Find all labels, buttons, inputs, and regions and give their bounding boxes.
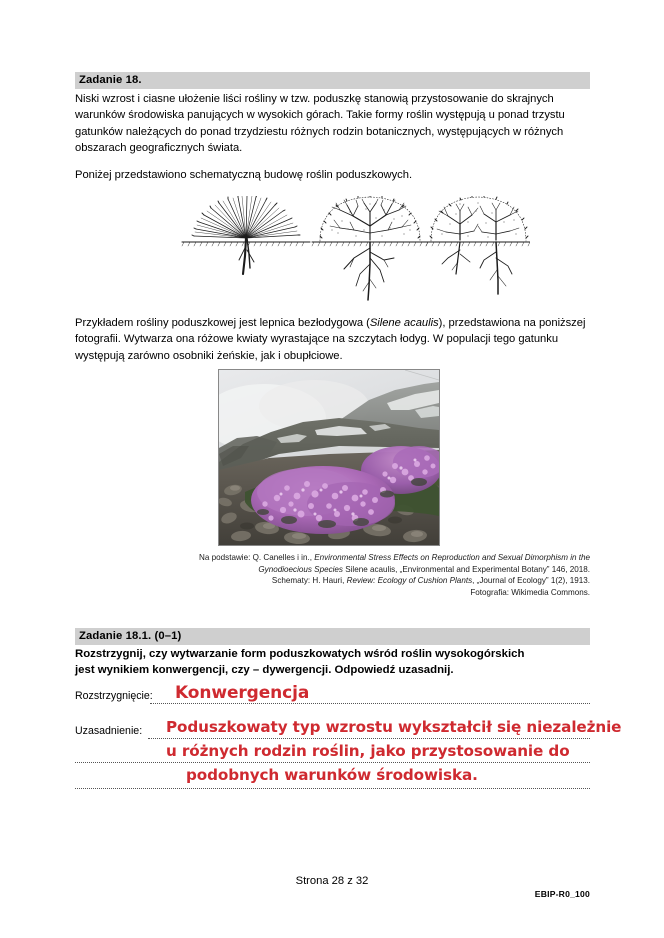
task-18-header: Zadanie 18. [75, 72, 590, 89]
decision-label: Rozstrzygnięcie: [75, 690, 153, 702]
citation-line-1 [75, 552, 590, 564]
justification-answer-handwritten-line-3: podobnych warunków środowiska. [186, 766, 478, 784]
citation-line-3 [75, 575, 590, 587]
justification-answer-line-2[interactable] [75, 761, 590, 763]
citation-line-2-italic: Gynodioecious Species [258, 564, 343, 574]
silene-acaulis-photograph [218, 369, 440, 546]
justification-label: Uzasadnienie: [75, 725, 143, 737]
task-18-paragraph-3 [75, 315, 590, 364]
citation-line-3-italic: Review: Ecology of Cushion Plants [346, 576, 473, 586]
task-18-1-prompt-line-2: jest wynikiem konwergencji, czy – dywergencji. Odpowiedź uzasadnij. [75, 664, 454, 676]
justification-answer-handwritten-line-2: u różnych rodzin roślin, jako przystosowanie do [166, 742, 570, 760]
citation-line-4: Fotografia: Wikimedia Commons. [470, 587, 590, 597]
photograph-svg [219, 370, 439, 545]
citation-line-1-italic: Environmental Stress Effects on Reproduction and Sexual Dimorphism in the [314, 553, 590, 562]
task-18-1-prompt-line-1: Rozstrzygnij, czy wytwarzanie form poduszkowatych wśród roślin wysokogórskich [75, 648, 525, 660]
task-18-paragraph-2: Poniżej przedstawiono schematyczną budowę roślin poduszkowych. [75, 169, 413, 181]
justification-answer-line-3[interactable] [75, 787, 590, 789]
task-18-paragraph-1: Niski wzrost i ciasne ułożenie liści rośliny w tzw. poduszkę stanowią przystosowanie do skrajnych warunków środowiska panujących w wysokich górach. Takie formy roślin występują u ponad trzystu gatunków należących do ponad trzydziestu różnych rodzin botanicznych, występujących w różnych obszarach geograficznych świata. [75, 93, 565, 155]
source-citation [75, 552, 590, 598]
citation-line-3-prefix: Schematy: H. Hauri, [271, 576, 347, 586]
footer-document-code: EBIP-R0_100 [534, 889, 590, 899]
justification-answer-handwritten-line-1: Poduszkowaty typ wzrostu wykształcił się niezależnie [166, 718, 622, 736]
schematic-svg [130, 196, 530, 304]
task-18-1-header: Zadanie 18.1. (0–1) [75, 628, 590, 645]
citation-line-3-rest: , „Journal of Ecology” 1(2), 1913. [472, 576, 590, 586]
paragraph-3-part-1: Przykładem rośliny poduszkowej jest lepnica bezłodygowa ( [75, 317, 370, 329]
cushion-plant-schematic-figure [130, 196, 530, 304]
citation-line-2-rest: Silene acaulis, „Environmental and Experimental Botany” 146, 2018. [342, 564, 590, 574]
citation-line-1-prefix: Na podstawie: Q. Canelles i in., [199, 553, 315, 562]
paragraph-3-part-2: ), przedstawiona na poniższej fotografii. Wytwarza ona różowe kwiaty wyrastające na szczytach łodyg. W populacji tego gatunku występują zarówno osobniki żeńskie, jak i obupłciowe. [75, 317, 586, 362]
species-name-italic: Silene acaulis [369, 317, 439, 329]
decision-answer-handwritten: Konwergencja [175, 683, 310, 703]
footer-page-number: Strona 28 z 32 [295, 875, 369, 887]
justification-answer-line-1[interactable] [148, 737, 590, 739]
citation-line-2 [75, 564, 590, 576]
